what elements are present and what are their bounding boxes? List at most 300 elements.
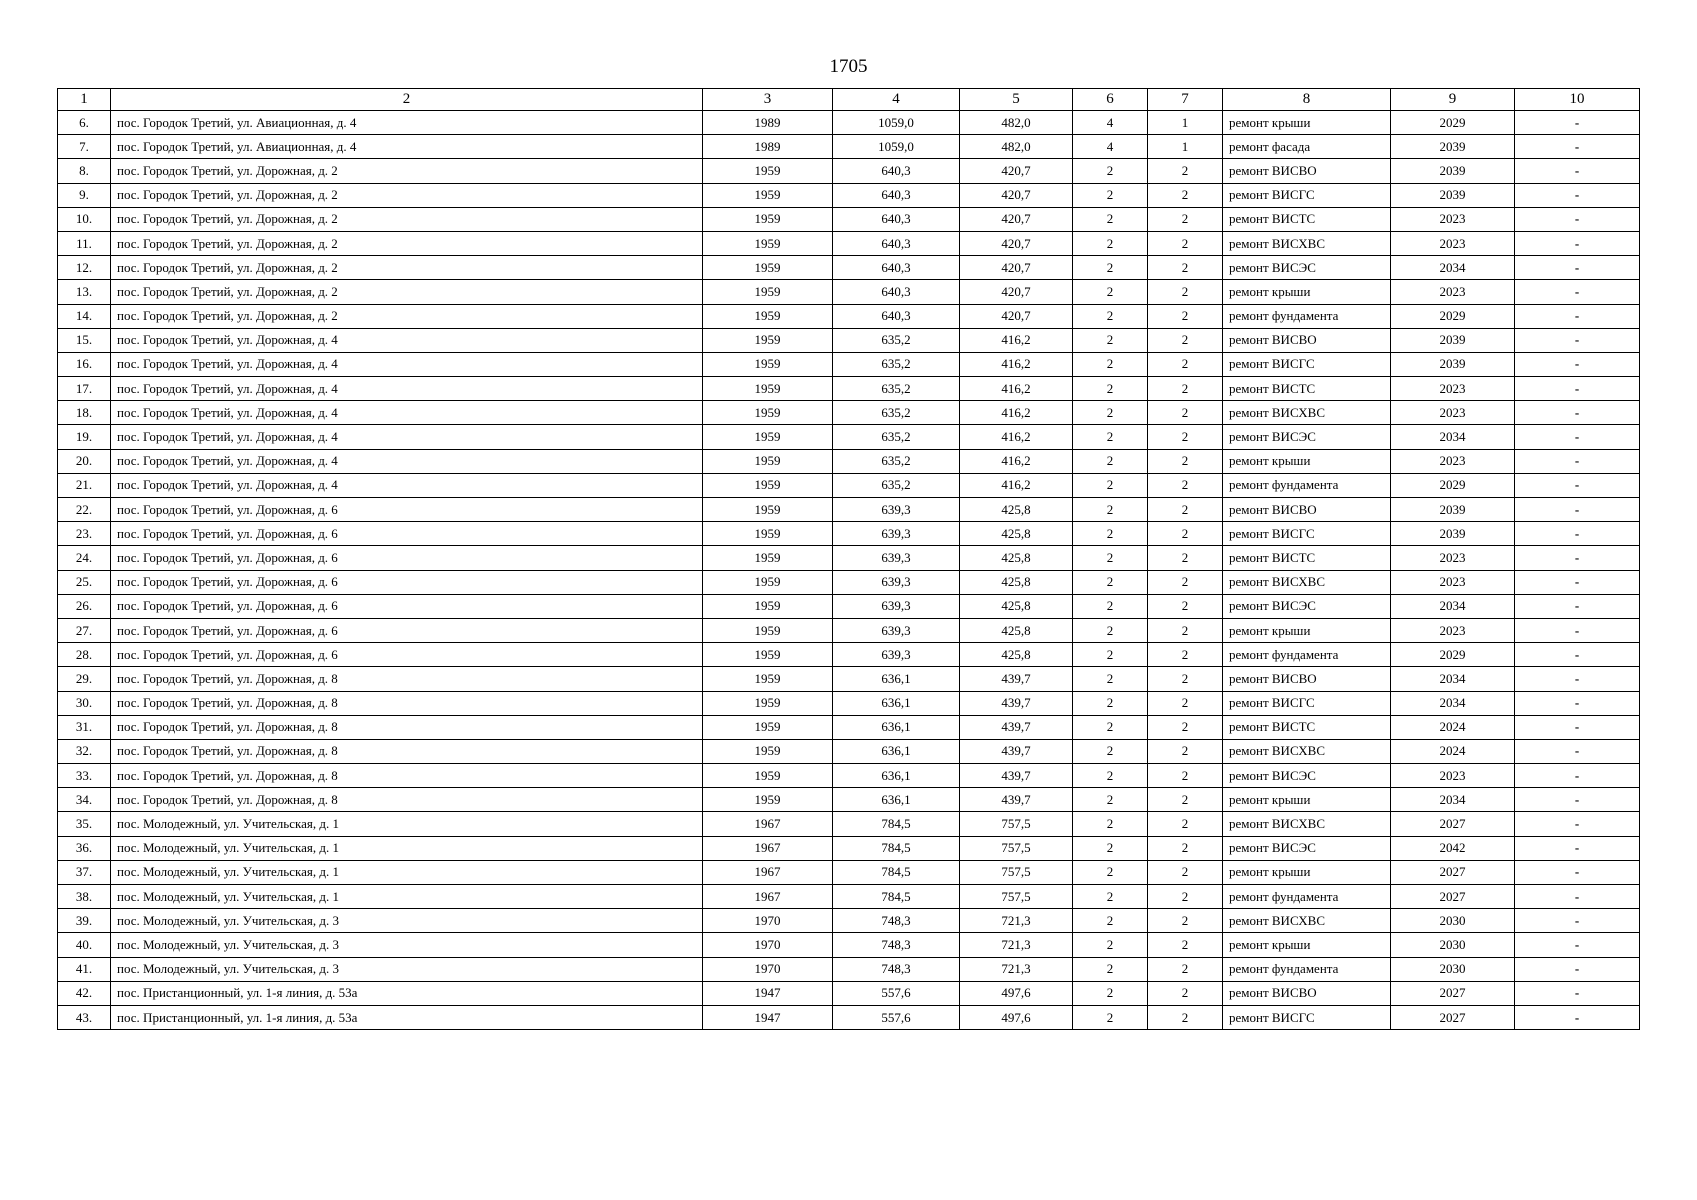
floors-cell: 2 xyxy=(1073,498,1148,522)
table-row xyxy=(58,159,1640,183)
cost-cell: - xyxy=(1515,231,1640,255)
entrances-cell: 2 xyxy=(1148,643,1223,667)
repair-year-cell: 2042 xyxy=(1391,836,1515,860)
repair-year-cell: 2039 xyxy=(1391,522,1515,546)
row-number-cell: 23. xyxy=(58,522,111,546)
cost-cell: - xyxy=(1515,667,1640,691)
floors-cell: 2 xyxy=(1073,256,1148,280)
build-year-cell: 1959 xyxy=(703,352,833,376)
row-number-cell: 31. xyxy=(58,715,111,739)
living-area-cell: 439,7 xyxy=(960,788,1073,812)
total-area-cell: 640,3 xyxy=(833,183,960,207)
col-header: 10 xyxy=(1515,89,1640,111)
address-cell: пос. Городок Третий, ул. Дорожная, д. 4 xyxy=(111,449,703,473)
repair-year-cell: 2034 xyxy=(1391,667,1515,691)
repair-type-cell: ремонт крыши xyxy=(1223,933,1391,957)
build-year-cell: 1947 xyxy=(703,981,833,1005)
total-area-cell: 636,1 xyxy=(833,691,960,715)
entrances-cell: 2 xyxy=(1148,981,1223,1005)
table-row xyxy=(58,739,1640,763)
repair-type-cell: ремонт ВИСВО xyxy=(1223,667,1391,691)
entrances-cell: 2 xyxy=(1148,885,1223,909)
address-cell: пос. Молодежный, ул. Учительская, д. 1 xyxy=(111,836,703,860)
row-number-cell: 13. xyxy=(58,280,111,304)
floors-cell: 2 xyxy=(1073,449,1148,473)
col-header: 2 xyxy=(111,89,703,111)
cost-cell: - xyxy=(1515,473,1640,497)
repair-year-cell: 2023 xyxy=(1391,449,1515,473)
total-area-cell: 636,1 xyxy=(833,667,960,691)
repair-year-cell: 2027 xyxy=(1391,812,1515,836)
row-number-cell: 41. xyxy=(58,957,111,981)
table-row xyxy=(58,256,1640,280)
row-number-cell: 25. xyxy=(58,570,111,594)
repair-year-cell: 2023 xyxy=(1391,570,1515,594)
row-number-cell: 19. xyxy=(58,425,111,449)
entrances-cell: 2 xyxy=(1148,522,1223,546)
living-area-cell: 420,7 xyxy=(960,231,1073,255)
floors-cell: 2 xyxy=(1073,739,1148,763)
floors-cell: 2 xyxy=(1073,207,1148,231)
total-area-cell: 557,6 xyxy=(833,981,960,1005)
address-cell: пос. Городок Третий, ул. Дорожная, д. 6 xyxy=(111,522,703,546)
floors-cell: 2 xyxy=(1073,328,1148,352)
table-row xyxy=(58,135,1640,159)
build-year-cell: 1959 xyxy=(703,570,833,594)
total-area-cell: 1059,0 xyxy=(833,111,960,135)
repair-type-cell: ремонт фундамента xyxy=(1223,304,1391,328)
total-area-cell: 635,2 xyxy=(833,425,960,449)
address-cell: пос. Городок Третий, ул. Дорожная, д. 4 xyxy=(111,401,703,425)
repair-year-cell: 2027 xyxy=(1391,860,1515,884)
repair-year-cell: 2027 xyxy=(1391,885,1515,909)
repair-type-cell: ремонт ВИСТС xyxy=(1223,207,1391,231)
floors-cell: 2 xyxy=(1073,885,1148,909)
build-year-cell: 1959 xyxy=(703,715,833,739)
cost-cell: - xyxy=(1515,764,1640,788)
floors-cell: 2 xyxy=(1073,788,1148,812)
total-area-cell: 639,3 xyxy=(833,522,960,546)
repair-year-cell: 2034 xyxy=(1391,594,1515,618)
table-row xyxy=(58,933,1640,957)
living-area-cell: 721,3 xyxy=(960,957,1073,981)
table-row xyxy=(58,764,1640,788)
row-number-cell: 27. xyxy=(58,618,111,642)
floors-cell: 2 xyxy=(1073,401,1148,425)
row-number-cell: 43. xyxy=(58,1005,111,1029)
living-area-cell: 425,8 xyxy=(960,546,1073,570)
address-cell: пос. Городок Третий, ул. Дорожная, д. 6 xyxy=(111,546,703,570)
build-year-cell: 1947 xyxy=(703,1005,833,1029)
build-year-cell: 1959 xyxy=(703,667,833,691)
repair-type-cell: ремонт ВИСЭС xyxy=(1223,836,1391,860)
entrances-cell: 2 xyxy=(1148,667,1223,691)
total-area-cell: 639,3 xyxy=(833,498,960,522)
entrances-cell: 2 xyxy=(1148,377,1223,401)
living-area-cell: 420,7 xyxy=(960,280,1073,304)
address-cell: пос. Молодежный, ул. Учительская, д. 3 xyxy=(111,957,703,981)
total-area-cell: 640,3 xyxy=(833,304,960,328)
entrances-cell: 2 xyxy=(1148,546,1223,570)
table-row xyxy=(58,618,1640,642)
floors-cell: 2 xyxy=(1073,183,1148,207)
cost-cell: - xyxy=(1515,352,1640,376)
total-area-cell: 636,1 xyxy=(833,764,960,788)
row-number-cell: 15. xyxy=(58,328,111,352)
total-area-cell: 639,3 xyxy=(833,643,960,667)
address-cell: пос. Городок Третий, ул. Дорожная, д. 4 xyxy=(111,328,703,352)
cost-cell: - xyxy=(1515,739,1640,763)
living-area-cell: 416,2 xyxy=(960,328,1073,352)
build-year-cell: 1959 xyxy=(703,256,833,280)
floors-cell: 2 xyxy=(1073,1005,1148,1029)
build-year-cell: 1959 xyxy=(703,401,833,425)
address-cell: пос. Городок Третий, ул. Дорожная, д. 6 xyxy=(111,570,703,594)
floors-cell: 2 xyxy=(1073,231,1148,255)
row-number-cell: 12. xyxy=(58,256,111,280)
build-year-cell: 1959 xyxy=(703,449,833,473)
floors-cell: 2 xyxy=(1073,618,1148,642)
address-cell: пос. Городок Третий, ул. Дорожная, д. 2 xyxy=(111,231,703,255)
table-row xyxy=(58,425,1640,449)
cost-cell: - xyxy=(1515,885,1640,909)
build-year-cell: 1959 xyxy=(703,739,833,763)
repair-year-cell: 2027 xyxy=(1391,1005,1515,1029)
total-area-cell: 639,3 xyxy=(833,594,960,618)
row-number-cell: 14. xyxy=(58,304,111,328)
total-area-cell: 1059,0 xyxy=(833,135,960,159)
total-area-cell: 640,3 xyxy=(833,159,960,183)
cost-cell: - xyxy=(1515,304,1640,328)
build-year-cell: 1959 xyxy=(703,473,833,497)
col-header: 1 xyxy=(58,89,111,111)
repair-year-cell: 2029 xyxy=(1391,304,1515,328)
repair-year-cell: 2023 xyxy=(1391,377,1515,401)
living-area-cell: 416,2 xyxy=(960,449,1073,473)
entrances-cell: 2 xyxy=(1148,328,1223,352)
address-cell: пос. Молодежный, ул. Учительская, д. 3 xyxy=(111,933,703,957)
repair-year-cell: 2034 xyxy=(1391,691,1515,715)
cost-cell: - xyxy=(1515,909,1640,933)
living-area-cell: 439,7 xyxy=(960,667,1073,691)
table-row xyxy=(58,909,1640,933)
cost-cell: - xyxy=(1515,328,1640,352)
living-area-cell: 497,6 xyxy=(960,1005,1073,1029)
entrances-cell: 2 xyxy=(1148,764,1223,788)
table-row xyxy=(58,522,1640,546)
page-number: 1705 xyxy=(829,56,868,77)
entrances-cell: 2 xyxy=(1148,498,1223,522)
table-row xyxy=(58,207,1640,231)
floors-cell: 2 xyxy=(1073,425,1148,449)
address-cell: пос. Городок Третий, ул. Дорожная, д. 6 xyxy=(111,643,703,667)
build-year-cell: 1959 xyxy=(703,183,833,207)
col-header: 7 xyxy=(1148,89,1223,111)
cost-cell: - xyxy=(1515,618,1640,642)
col-header: 6 xyxy=(1073,89,1148,111)
repair-year-cell: 2023 xyxy=(1391,280,1515,304)
total-area-cell: 635,2 xyxy=(833,401,960,425)
row-number-cell: 6. xyxy=(58,111,111,135)
living-area-cell: 420,7 xyxy=(960,207,1073,231)
entrances-cell: 2 xyxy=(1148,1005,1223,1029)
cost-cell: - xyxy=(1515,425,1640,449)
living-area-cell: 420,7 xyxy=(960,304,1073,328)
living-area-cell: 425,8 xyxy=(960,498,1073,522)
living-area-cell: 416,2 xyxy=(960,425,1073,449)
floors-cell: 2 xyxy=(1073,764,1148,788)
repair-year-cell: 2024 xyxy=(1391,715,1515,739)
build-year-cell: 1967 xyxy=(703,885,833,909)
entrances-cell: 2 xyxy=(1148,449,1223,473)
repair-type-cell: ремонт крыши xyxy=(1223,860,1391,884)
housing-repair-table xyxy=(57,88,1640,1030)
table-row xyxy=(58,328,1640,352)
repair-year-cell: 2024 xyxy=(1391,739,1515,763)
living-area-cell: 482,0 xyxy=(960,111,1073,135)
col-header: 4 xyxy=(833,89,960,111)
repair-year-cell: 2029 xyxy=(1391,643,1515,667)
total-area-cell: 635,2 xyxy=(833,328,960,352)
total-area-cell: 748,3 xyxy=(833,957,960,981)
cost-cell: - xyxy=(1515,135,1640,159)
repair-year-cell: 2023 xyxy=(1391,207,1515,231)
address-cell: пос. Городок Третий, ул. Авиационная, д. 4 xyxy=(111,135,703,159)
table-row xyxy=(58,836,1640,860)
address-cell: пос. Городок Третий, ул. Дорожная, д. 6 xyxy=(111,594,703,618)
repair-type-cell: ремонт фасада xyxy=(1223,135,1391,159)
floors-cell: 2 xyxy=(1073,159,1148,183)
total-area-cell: 639,3 xyxy=(833,546,960,570)
repair-year-cell: 2030 xyxy=(1391,933,1515,957)
floors-cell: 2 xyxy=(1073,933,1148,957)
floors-cell: 4 xyxy=(1073,135,1148,159)
build-year-cell: 1959 xyxy=(703,280,833,304)
address-cell: пос. Городок Третий, ул. Дорожная, д. 6 xyxy=(111,498,703,522)
table-row xyxy=(58,691,1640,715)
total-area-cell: 784,5 xyxy=(833,885,960,909)
repair-type-cell: ремонт ВИСХВС xyxy=(1223,401,1391,425)
entrances-cell: 2 xyxy=(1148,570,1223,594)
build-year-cell: 1959 xyxy=(703,207,833,231)
repair-year-cell: 2027 xyxy=(1391,981,1515,1005)
row-number-cell: 22. xyxy=(58,498,111,522)
floors-cell: 2 xyxy=(1073,836,1148,860)
row-number-cell: 20. xyxy=(58,449,111,473)
build-year-cell: 1959 xyxy=(703,328,833,352)
floors-cell: 2 xyxy=(1073,522,1148,546)
floors-cell: 2 xyxy=(1073,812,1148,836)
repair-year-cell: 2023 xyxy=(1391,618,1515,642)
total-area-cell: 635,2 xyxy=(833,377,960,401)
repair-type-cell: ремонт ВИСВО xyxy=(1223,159,1391,183)
cost-cell: - xyxy=(1515,812,1640,836)
repair-year-cell: 2023 xyxy=(1391,764,1515,788)
address-cell: пос. Городок Третий, ул. Авиационная, д. 4 xyxy=(111,111,703,135)
repair-year-cell: 2030 xyxy=(1391,957,1515,981)
repair-type-cell: ремонт ВИСГС xyxy=(1223,691,1391,715)
cost-cell: - xyxy=(1515,256,1640,280)
living-area-cell: 420,7 xyxy=(960,256,1073,280)
build-year-cell: 1959 xyxy=(703,377,833,401)
entrances-cell: 2 xyxy=(1148,352,1223,376)
row-number-cell: 16. xyxy=(58,352,111,376)
address-cell: пос. Городок Третий, ул. Дорожная, д. 6 xyxy=(111,618,703,642)
total-area-cell: 635,2 xyxy=(833,449,960,473)
repair-type-cell: ремонт ВИСХВС xyxy=(1223,812,1391,836)
row-number-cell: 9. xyxy=(58,183,111,207)
build-year-cell: 1959 xyxy=(703,498,833,522)
entrances-cell: 2 xyxy=(1148,473,1223,497)
entrances-cell: 2 xyxy=(1148,788,1223,812)
repair-type-cell: ремонт ВИСВО xyxy=(1223,328,1391,352)
cost-cell: - xyxy=(1515,957,1640,981)
row-number-cell: 24. xyxy=(58,546,111,570)
cost-cell: - xyxy=(1515,377,1640,401)
entrances-cell: 2 xyxy=(1148,159,1223,183)
total-area-cell: 636,1 xyxy=(833,715,960,739)
row-number-cell: 10. xyxy=(58,207,111,231)
row-number-cell: 11. xyxy=(58,231,111,255)
col-header: 9 xyxy=(1391,89,1515,111)
col-header: 8 xyxy=(1223,89,1391,111)
floors-cell: 4 xyxy=(1073,111,1148,135)
repair-type-cell: ремонт фундамента xyxy=(1223,957,1391,981)
address-cell: пос. Городок Третий, ул. Дорожная, д. 8 xyxy=(111,691,703,715)
repair-year-cell: 2029 xyxy=(1391,473,1515,497)
table-row xyxy=(58,643,1640,667)
repair-type-cell: ремонт ВИСВО xyxy=(1223,498,1391,522)
entrances-cell: 2 xyxy=(1148,691,1223,715)
entrances-cell: 2 xyxy=(1148,739,1223,763)
row-number-cell: 28. xyxy=(58,643,111,667)
living-area-cell: 757,5 xyxy=(960,812,1073,836)
entrances-cell: 2 xyxy=(1148,231,1223,255)
address-cell: пос. Пристанционный, ул. 1-я линия, д. 53а xyxy=(111,981,703,1005)
build-year-cell: 1970 xyxy=(703,957,833,981)
row-number-cell: 17. xyxy=(58,377,111,401)
entrances-cell: 2 xyxy=(1148,618,1223,642)
address-cell: пос. Молодежный, ул. Учительская, д. 1 xyxy=(111,885,703,909)
entrances-cell: 2 xyxy=(1148,183,1223,207)
living-area-cell: 757,5 xyxy=(960,885,1073,909)
living-area-cell: 425,8 xyxy=(960,522,1073,546)
total-area-cell: 784,5 xyxy=(833,860,960,884)
build-year-cell: 1959 xyxy=(703,231,833,255)
build-year-cell: 1970 xyxy=(703,933,833,957)
entrances-cell: 1 xyxy=(1148,135,1223,159)
repair-type-cell: ремонт ВИСТС xyxy=(1223,377,1391,401)
floors-cell: 2 xyxy=(1073,352,1148,376)
cost-cell: - xyxy=(1515,570,1640,594)
repair-type-cell: ремонт ВИСГС xyxy=(1223,183,1391,207)
cost-cell: - xyxy=(1515,1005,1640,1029)
table-row xyxy=(58,667,1640,691)
table-row xyxy=(58,715,1640,739)
table-row xyxy=(58,183,1640,207)
floors-cell: 2 xyxy=(1073,377,1148,401)
living-area-cell: 425,8 xyxy=(960,594,1073,618)
table-row xyxy=(58,957,1640,981)
entrances-cell: 2 xyxy=(1148,207,1223,231)
repair-type-cell: ремонт ВИСХВС xyxy=(1223,231,1391,255)
build-year-cell: 1959 xyxy=(703,546,833,570)
living-area-cell: 425,8 xyxy=(960,570,1073,594)
table-row xyxy=(58,788,1640,812)
living-area-cell: 416,2 xyxy=(960,377,1073,401)
repair-type-cell: ремонт ВИСГС xyxy=(1223,1005,1391,1029)
total-area-cell: 639,3 xyxy=(833,570,960,594)
entrances-cell: 2 xyxy=(1148,401,1223,425)
repair-type-cell: ремонт фундамента xyxy=(1223,473,1391,497)
repair-type-cell: ремонт крыши xyxy=(1223,111,1391,135)
table-row xyxy=(58,1005,1640,1029)
row-number-cell: 42. xyxy=(58,981,111,1005)
entrances-cell: 2 xyxy=(1148,715,1223,739)
address-cell: пос. Городок Третий, ул. Дорожная, д. 8 xyxy=(111,667,703,691)
repair-type-cell: ремонт ВИСЭС xyxy=(1223,594,1391,618)
entrances-cell: 2 xyxy=(1148,812,1223,836)
repair-type-cell: ремонт ВИСХВС xyxy=(1223,909,1391,933)
table-row xyxy=(58,981,1640,1005)
repair-type-cell: ремонт крыши xyxy=(1223,788,1391,812)
floors-cell: 2 xyxy=(1073,860,1148,884)
cost-cell: - xyxy=(1515,933,1640,957)
row-number-cell: 32. xyxy=(58,739,111,763)
living-area-cell: 757,5 xyxy=(960,860,1073,884)
living-area-cell: 439,7 xyxy=(960,739,1073,763)
repair-type-cell: ремонт крыши xyxy=(1223,449,1391,473)
table-row xyxy=(58,570,1640,594)
build-year-cell: 1959 xyxy=(703,618,833,642)
repair-year-cell: 2030 xyxy=(1391,909,1515,933)
row-number-cell: 30. xyxy=(58,691,111,715)
repair-type-cell: ремонт крыши xyxy=(1223,280,1391,304)
total-area-cell: 640,3 xyxy=(833,280,960,304)
cost-cell: - xyxy=(1515,981,1640,1005)
total-area-cell: 636,1 xyxy=(833,739,960,763)
repair-year-cell: 2034 xyxy=(1391,788,1515,812)
repair-type-cell: ремонт ВИСГС xyxy=(1223,522,1391,546)
repair-type-cell: ремонт ВИСЭС xyxy=(1223,764,1391,788)
address-cell: пос. Городок Третий, ул. Дорожная, д. 2 xyxy=(111,183,703,207)
address-cell: пос. Городок Третий, ул. Дорожная, д. 4 xyxy=(111,425,703,449)
address-cell: пос. Городок Третий, ул. Дорожная, д. 2 xyxy=(111,304,703,328)
floors-cell: 2 xyxy=(1073,667,1148,691)
total-area-cell: 748,3 xyxy=(833,909,960,933)
cost-cell: - xyxy=(1515,715,1640,739)
total-area-cell: 635,2 xyxy=(833,352,960,376)
repair-year-cell: 2039 xyxy=(1391,183,1515,207)
row-number-cell: 38. xyxy=(58,885,111,909)
living-area-cell: 416,2 xyxy=(960,401,1073,425)
repair-year-cell: 2039 xyxy=(1391,328,1515,352)
entrances-cell: 2 xyxy=(1148,304,1223,328)
entrances-cell: 2 xyxy=(1148,957,1223,981)
floors-cell: 2 xyxy=(1073,570,1148,594)
repair-year-cell: 2034 xyxy=(1391,256,1515,280)
table-row xyxy=(58,449,1640,473)
repair-year-cell: 2039 xyxy=(1391,498,1515,522)
table-row xyxy=(58,401,1640,425)
row-number-cell: 35. xyxy=(58,812,111,836)
table-body xyxy=(58,111,1640,1030)
address-cell: пос. Городок Третий, ул. Дорожная, д. 2 xyxy=(111,159,703,183)
floors-cell: 2 xyxy=(1073,691,1148,715)
address-cell: пос. Городок Третий, ул. Дорожная, д. 2 xyxy=(111,280,703,304)
floors-cell: 2 xyxy=(1073,643,1148,667)
repair-type-cell: ремонт ВИСХВС xyxy=(1223,570,1391,594)
